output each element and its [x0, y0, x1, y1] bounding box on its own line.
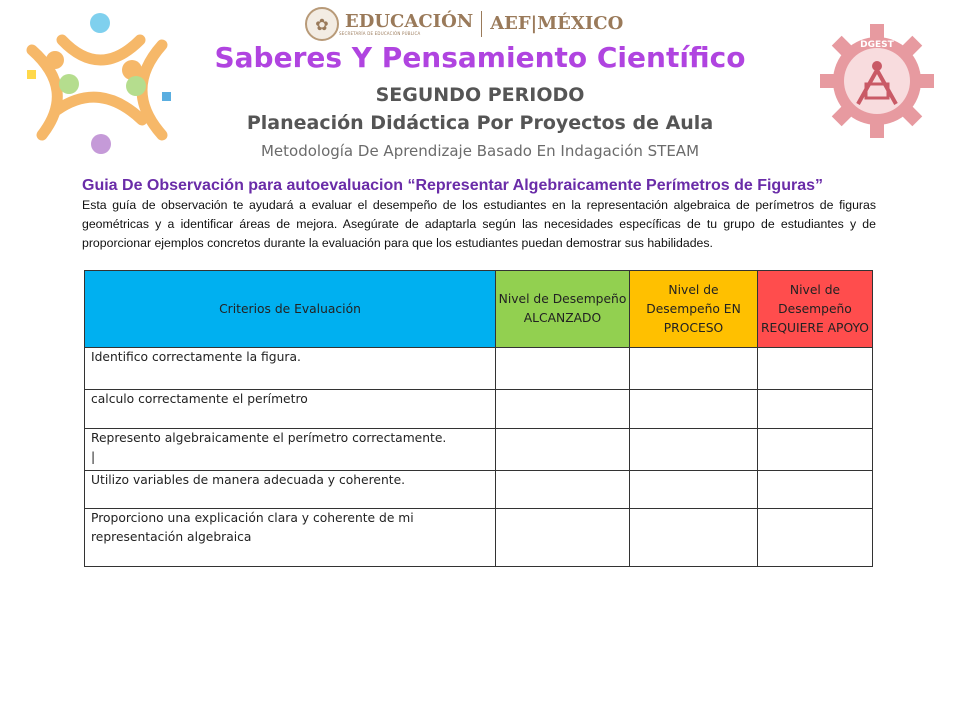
table-row — [85, 509, 873, 567]
table-row — [85, 390, 873, 429]
alcanzado-cell[interactable] — [496, 429, 630, 471]
requiere-apoyo-cell[interactable] — [758, 348, 873, 390]
brand-main-text: EDUCACIÓN — [345, 10, 474, 32]
header-alcanzado: Nivel de Desempeño ALCANZADO — [496, 271, 630, 348]
header-en-proceso: Nivel de Desempeño EN PROCESO — [630, 271, 758, 348]
planning-heading: Planeación Didáctica Por Proyectos de Aula — [246, 112, 714, 134]
requiere-apoyo-cell[interactable] — [758, 390, 873, 429]
en-proceso-cell[interactable] — [630, 471, 758, 509]
guide-title: Guia De Observación para autoevaluacion “Representar Algebraicamente Perímetros de Figuras” — [82, 177, 823, 194]
en-proceso-cell[interactable] — [630, 509, 758, 567]
mexico-seal-icon: ✿ — [305, 7, 339, 41]
table-row — [85, 471, 873, 509]
table-header-row — [85, 271, 873, 348]
brand-educacion — [339, 10, 474, 36]
criterion-text: Identifico correctamente la figura. — [85, 348, 496, 390]
period-heading: SEGUNDO PERIODO — [375, 84, 585, 106]
brand-sub-text: SECRETARÍA DE EDUCACIÓN PÚBLICA — [339, 30, 421, 36]
requiere-apoyo-cell[interactable] — [758, 471, 873, 509]
requiere-apoyo-cell[interactable] — [758, 509, 873, 567]
header-requiere-apoyo: Nivel de Desempeño REQUIERE APOYO — [758, 271, 873, 348]
methodology-heading: Metodología De Aprendizaje Basado En Indagación STEAM — [260, 142, 700, 160]
table-row — [85, 429, 873, 471]
en-proceso-cell[interactable] — [630, 429, 758, 471]
table-row — [85, 348, 873, 390]
header-criteria: Criterios de Evaluación — [85, 271, 496, 348]
brand-divider — [481, 11, 482, 37]
alcanzado-cell[interactable] — [496, 471, 630, 509]
criterion-text: Utilizo variables de manera adecuada y coherente. — [85, 471, 496, 509]
en-proceso-cell[interactable] — [630, 348, 758, 390]
alcanzado-cell[interactable] — [496, 390, 630, 429]
guide-description: Esta guía de observación te ayudará a evaluar el desempeño de los estudiantes en la representación algebraica de perímetros de figuras geométricas y a identificar áreas de mejora. Asegúrate de adaptarla según las necesidades específicas de tu grupo de estudiantes y de proporcionar ejemplos concretos durante la evaluación para que los estudiantes puedan demostrar sus habilidades. — [82, 198, 876, 250]
page-title: Saberes Y Pensamiento Científico — [214, 41, 746, 74]
brand-aef-text: AEF|MÉXICO — [490, 13, 624, 34]
en-proceso-cell[interactable] — [630, 390, 758, 429]
evaluation-table — [84, 270, 873, 567]
brand-header — [305, 6, 645, 42]
alcanzado-cell[interactable] — [496, 348, 630, 390]
alcanzado-cell[interactable] — [496, 509, 630, 567]
dgest-label: DGEST — [860, 40, 894, 50]
requiere-apoyo-cell[interactable] — [758, 429, 873, 471]
criterion-text: Represento algebraicamente el perímetro correctamente. | — [85, 429, 496, 471]
criterion-text: calculo correctamente el perímetro — [85, 390, 496, 429]
criterion-text: Proporciono una explicación clara y coherente de mi representación algebraica — [85, 509, 496, 567]
